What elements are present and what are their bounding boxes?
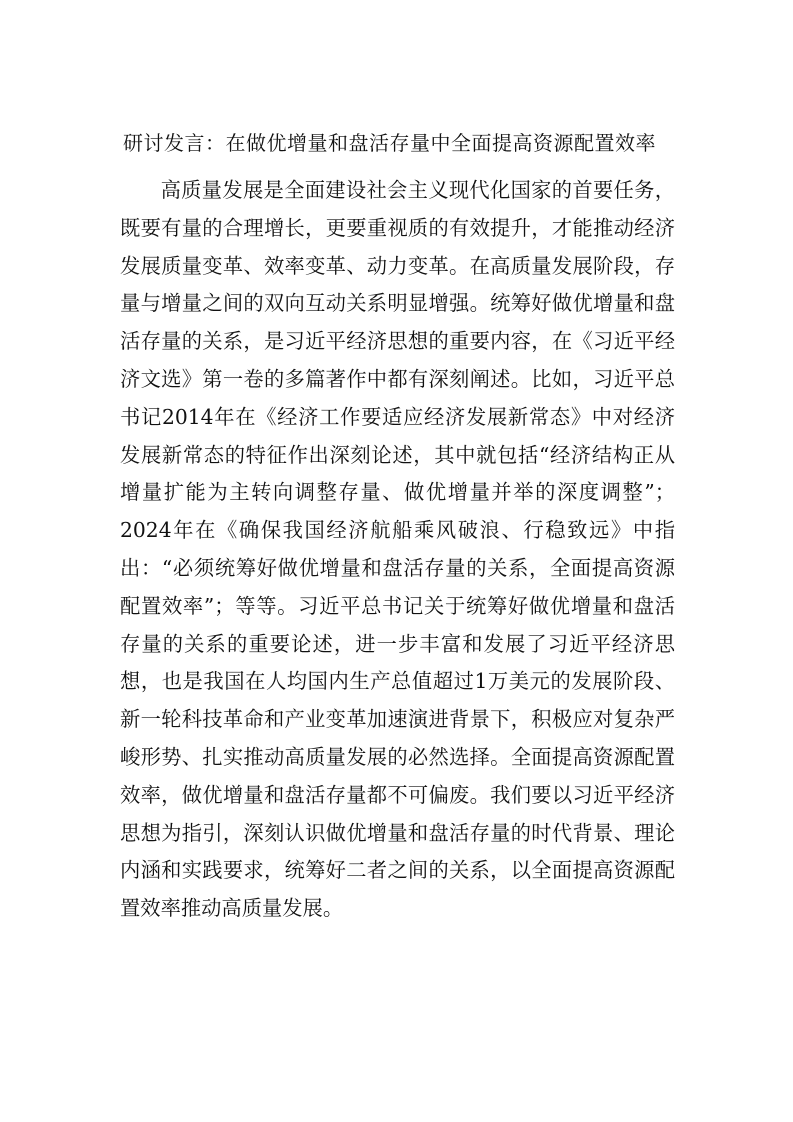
body-paragraph: 高质量发展是全面建设社会主义现代化国家的首要任务，既要有量的合理增长，更要重视质的有效提升，才能推动经济发展质量变革、效率变革、动力变革。在高质量发展阶段，存量与增量之间的双向互动关系明显增强。统筹好做优增量和盘活存量的关系，是习近平经济思想的重要内容，在《习近平经济文选》第一卷的多篇著作中都有深刻阐述。比如，习近平总书记2014年在《经济工作要适应经济发展新常态》中对经济发展新常态的特征作出深刻论述，其中就包括“经济结构正从增量扩能为主转向调整存量、做优增量并举的深度调整”；2024年在《确保我国经济航船乘风破浪、行稳致远》中指出：“必须统筹好做优增量和盘活存量的关系，全面提高资源配置效率”；等等。习近平总书记关于统筹好做优增量和盘活存量的关系的重要论述，进一步丰富和发展了习近平经济思想，也是我国在人均国内生产总值超过1万美元的发展阶段、新一轮科技革命和产业变革加速演进背景下，积极应对复杂严峻形势、扎实推动高质量发展的必然选择。全面提高资源配置效率，做优增量和盘活存量都不可偏废。我们要以习近平经济思想为指引，深刻认识做优增量和盘活存量的时代背景、理论内涵和实践要求，统筹好二者之间的关系，以全面提高资源配置效率推动高质量发展。 — [120, 178, 675, 921]
document-title: 研讨发言：在做优增量和盘活存量中全面提高资源配置效率 — [123, 131, 656, 155]
